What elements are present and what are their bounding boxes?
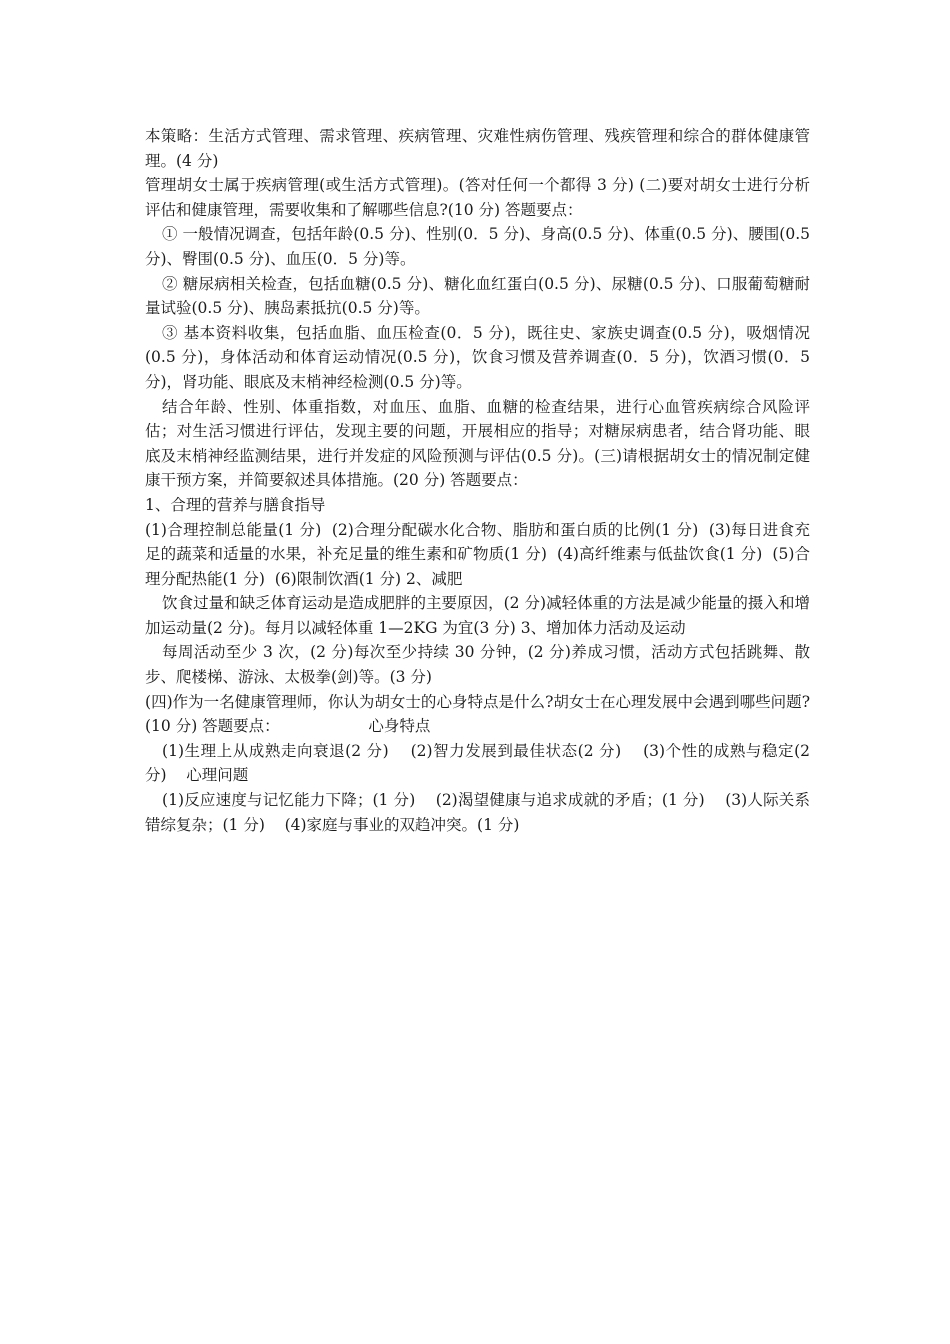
paragraph-exercise: 每周活动至少 3 次，(2 分)每次至少持续 30 分钟，(2 分)养成习惯，活动方式包括跳舞、散步、爬楼梯、游泳、太极拳(剑)等。(3 分): [145, 643, 810, 687]
paragraph-nutrition-items: (1)合理控制总能量(1 分) (2)合理分配碳水化合物、脂肪和蛋白质的比例(1 分) (3)每日进食充足的蔬菜和适量的水果，补充足量的维生素和矿物质(1 分) (4)高纤维素与低盐饮食(1 分) (5)合理分配热能(1 分) (6)限制饮酒(1 分) 2、减肥: [145, 520, 810, 588]
paragraph-diabetes-tests: ② 糖尿病相关检查，包括血糖(0.5 分)、糖化血红蛋白(0.5 分)、尿糖(0.5 分)、口服葡萄糖耐量试验(0.5 分)、胰岛素抵抗(0.5 分)等。: [145, 274, 810, 318]
paragraph-physical-traits: (1)生理上从成熟走向衰退(2 分) (2)智力发展到最佳状态(2 分) (3)个性的成熟与稳定(2 分) 心理问题: [145, 741, 815, 785]
paragraph-disease-management: 管理胡女士属于疾病管理(或生活方式管理)。(答对任何一个都得 3 分) (二)要对胡女士进行分析评估和健康管理，需要收集和了解哪些信息?(10 分) 答题要点：: [145, 176, 810, 219]
paragraph-strategy: 本策略：生活方式管理、需求管理、疾病管理、灾难性病伤管理、残疾管理和综合的群体健康管理。(4 分): [145, 127, 810, 170]
paragraph-question-four: (四)作为一名健康管理师，你认为胡女士的心身特点是什么?胡女士在心理发展中会遇到哪些问题?(10 分) 答题要点： 心身特点: [145, 692, 810, 736]
paragraph-nutrition-heading: 1、合理的营养与膳食指导: [145, 495, 326, 514]
paragraph-weight-loss: 饮食过量和缺乏体育运动是造成肥胖的主要原因，(2 分)减轻体重的方法是减少能量的摄入和增加运动量(2 分)。每月以减轻体重 1—2KG 为宜(3 分) 3、增加体力活动及运动: [145, 594, 810, 637]
document-body: [145, 124, 815, 837]
paragraph-general-survey: ① 一般情况调查，包括年龄(0.5 分)、性别(0．5 分)、身高(0.5 分)、体重(0.5 分)、腰围(0.5 分)、臀围(0.5 分)、血压(0．5 分)等。: [145, 225, 815, 268]
paragraph-basic-data: ③ 基本资料收集，包括血脂、血压检查(0．5 分)，既往史、家族史调查(0.5 分)，吸烟情况(0.5 分)，身体活动和体育运动情况(0.5 分)，饮食习惯及营养调查(0．5 分)，饮酒习惯(0．5 分)，肾功能、眼底及末梢神经检测(0.5 分)等。: [145, 323, 815, 391]
paragraph-psychological-problems: (1)反应速度与记忆能力下降；(1 分) (2)渴望健康与追求成就的矛盾；(1 分) (3)人际关系错综复杂；(1 分) (4)家庭与事业的双趋冲突。(1 分): [145, 791, 810, 834]
paragraph-risk-assessment: 结合年龄、性别、体重指数，对血压、血脂、血糖的检查结果，进行心血管疾病综合风险评估；对生活习惯进行评估，发现主要的问题，开展相应的指导；对糖尿病患者，结合肾功能、眼底及末梢神经监测结果，进行并发症的风险预测与评估(0.5 分)。(三)请根据胡女士的情况制定健康干预方案，并简要叙述具体措施。(20 分) 答题要点：: [145, 397, 810, 490]
